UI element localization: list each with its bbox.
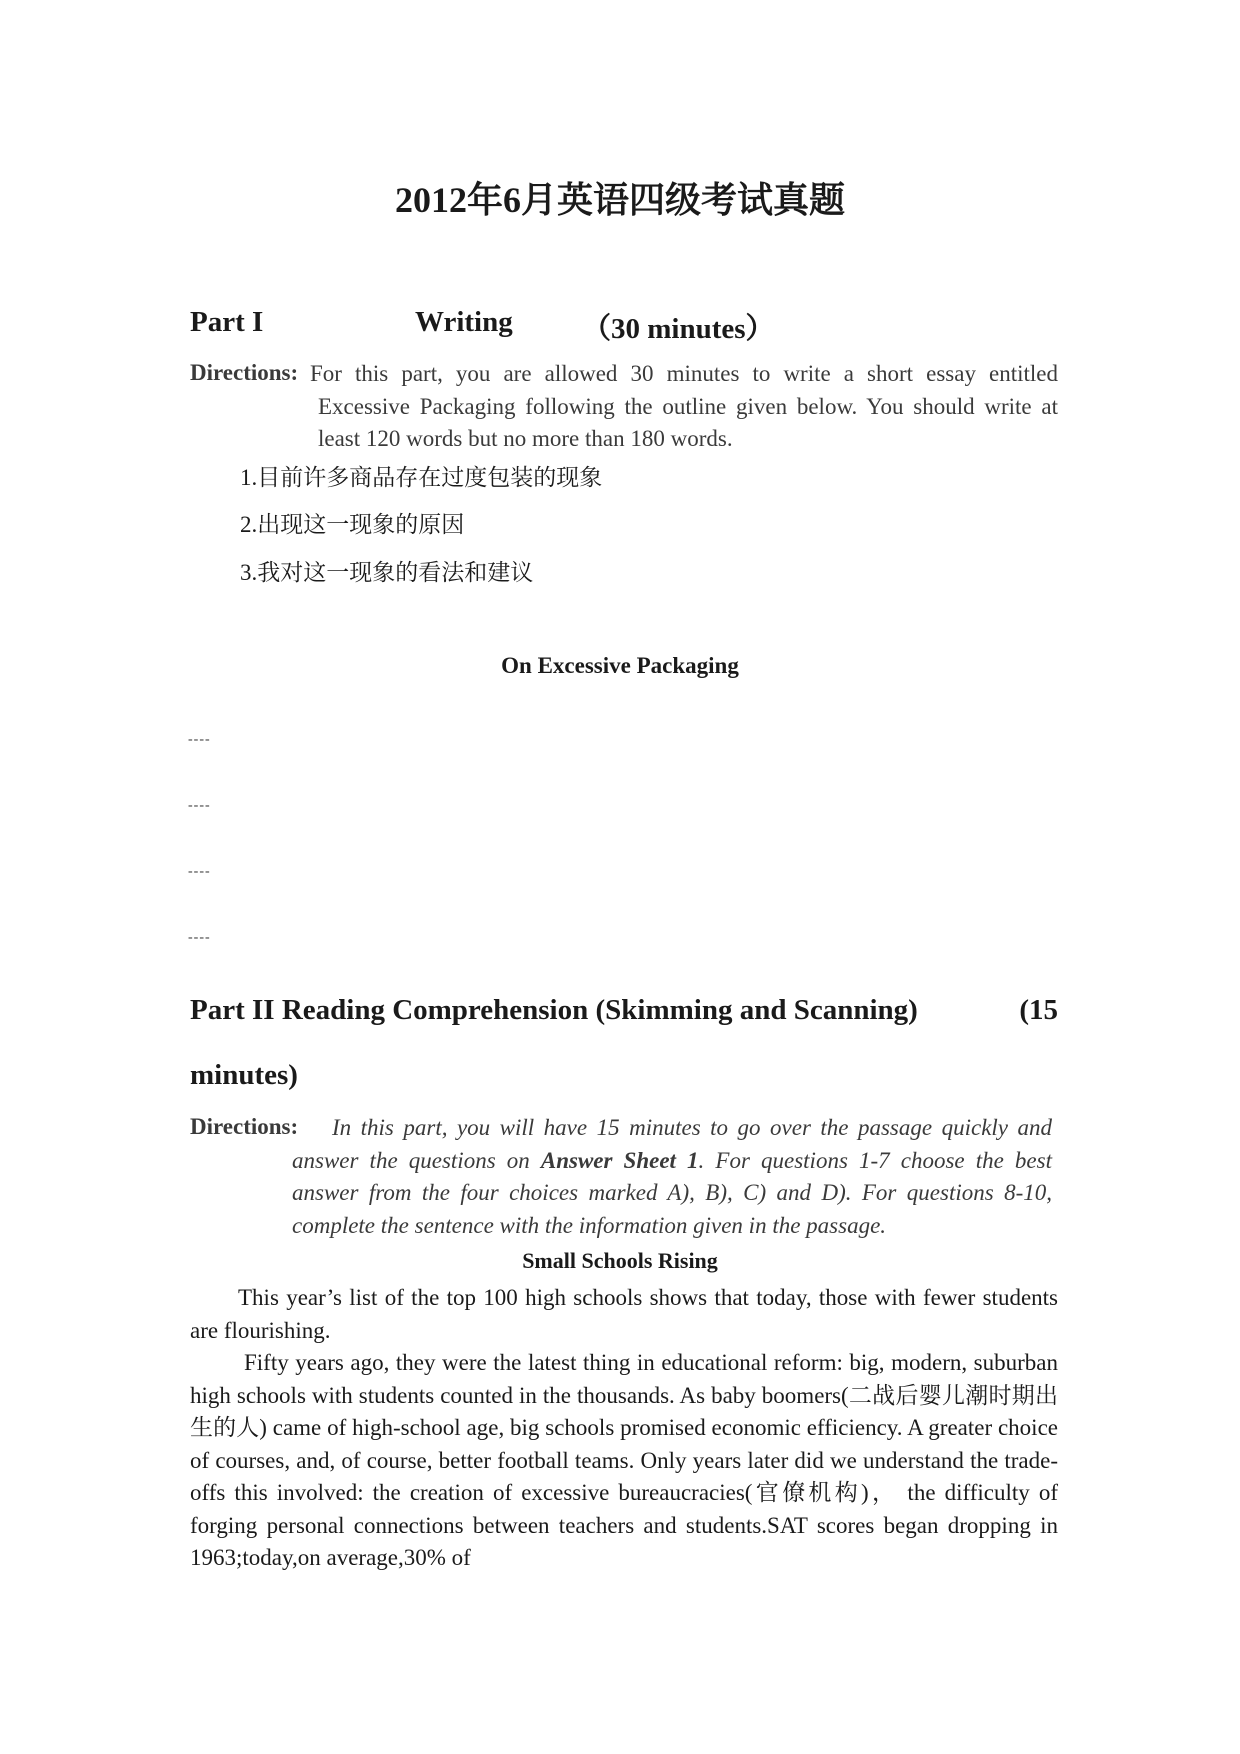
page-title: 2012年6月英语四级考试真题 [394, 180, 845, 220]
part2-directions-text [292, 1112, 1052, 1242]
blank-line: ---- [188, 864, 211, 879]
part2-heading-time-end: minutes) [190, 1059, 298, 1091]
part2-heading-time: (15 [1019, 994, 1058, 1026]
part1-time: （30 minutes） [582, 313, 775, 345]
part2-directions-label: Directions: [190, 1114, 299, 1139]
passage-paragraph-1: This year’s list of the top 100 high schools shows that today, those with fewer students are flourishing. [190, 1285, 1058, 1343]
part1-directions-label: Directions: [190, 360, 299, 385]
outline-item-3: 3.我对这一现象的看法和建议 [240, 560, 534, 585]
passage-title: Small Schools Rising [522, 1248, 718, 1273]
passage-paragraph-2: Fifty years ago, they were the latest thing in educational reform: big, modern, suburban high schools with students counted in the thousands. As baby boomers(二战后婴儿潮时期出生的人) came of high-school age, big schools promised economic efficiency. A greater choice of courses, and, of course, better football teams. Only years later did we understand the trade-offs this involved: the creation of excessive bureaucracies(官僚机构)， the difficulty of forging personal connections between teachers and students.SAT scores began dropping in 1963;today,on average,30% of [190, 1350, 1058, 1570]
answer-sheet-reference: Answer Sheet 1 [540, 1147, 699, 1173]
part2-heading-main: Part II Reading Comprehension (Skimming and Scanning) [190, 994, 918, 1026]
part1-label: Part I [190, 306, 264, 338]
blank-line: ---- [188, 798, 211, 813]
part1-directions-text: For this part, you are allowed 30 minutes to write a short essay entitled Excessive Packaging following the outline given below. You should write at least 120 words but no more than 180 words. [310, 361, 1058, 451]
part2-heading [190, 994, 1058, 1027]
blank-line: ---- [188, 930, 211, 945]
blank-line: ---- [188, 732, 211, 747]
outline-item-1: 1.目前许多商品存在过度包装的现象 [240, 465, 603, 490]
part2-directions-before: In this part, you will have 15 minutes to go over the passage quickly and answer the questions on [292, 1115, 1052, 1173]
part1-section: Writing [415, 306, 513, 338]
outline-item-2: 2.出现这一现象的原因 [240, 512, 465, 537]
part2-directions-after: . For questions 1-7 choose the best answer from the four choices marked A), B), C) and D). For questions 8-10, complete the sentence with the information given in the passage. [292, 1147, 1052, 1238]
essay-title: On Excessive Packaging [501, 653, 739, 678]
